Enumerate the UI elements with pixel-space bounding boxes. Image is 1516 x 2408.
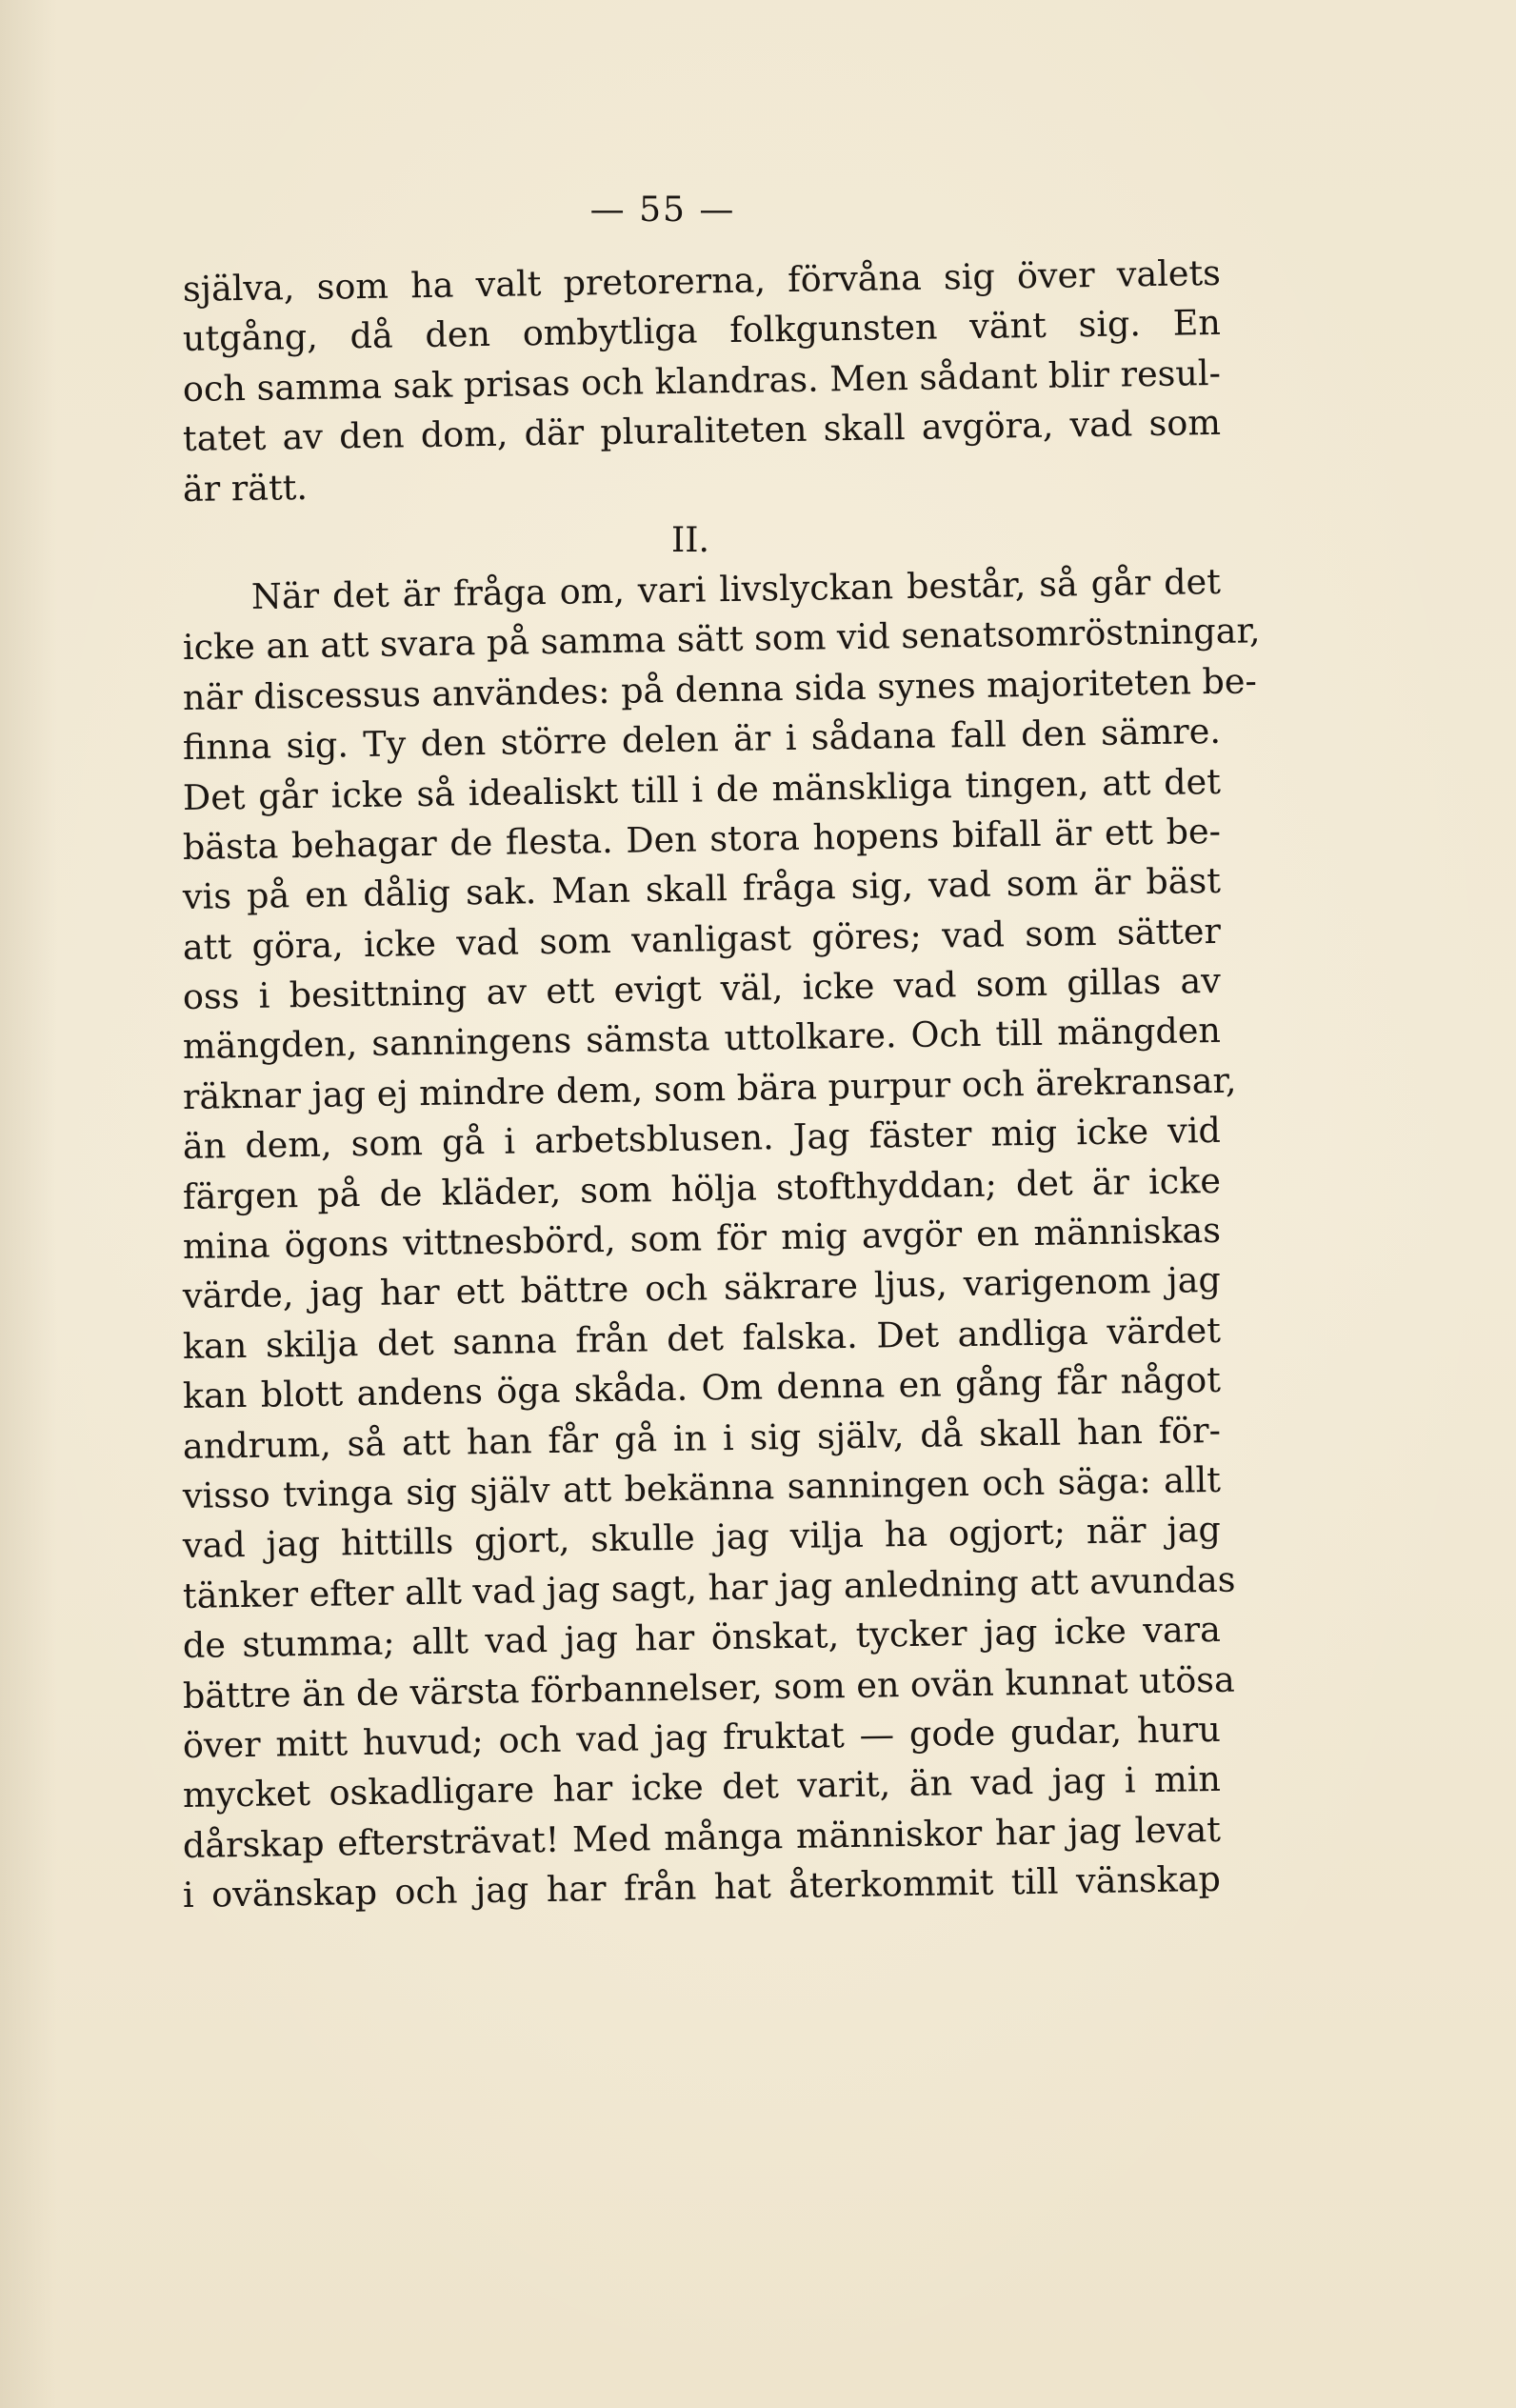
text-line: icke an att svara på samma sätt som vid senatsomröstningar, — [182, 610, 1261, 669]
text-line: de stumma; allt vad jag har önskat, tycker jag icke vara — [182, 1609, 1222, 1667]
text-line: kan skilja det sanna från det falska. Det andliga värdet — [182, 1309, 1222, 1367]
text-line: än dem, som gå i arbetsblusen. Jag fäster mig icke vid — [182, 1110, 1222, 1168]
text-line: finna sig. Ty den större delen är i sådana fall den sämre. — [182, 711, 1222, 769]
text-line: visso tvinga sig själv att bekänna sanningen och säga: allt — [182, 1458, 1222, 1516]
text-line: räknar jag ej mindre dem, som bära purpur och ärekransar, — [182, 1059, 1237, 1117]
text-line: bättre än de värsta förbannelser, som en ovän kunnat utösa — [182, 1658, 1236, 1716]
page-edge-shadow — [0, 0, 57, 2408]
text-line: bästa behagar de flesta. Den stora hopens bifall är ett be- — [182, 810, 1222, 868]
section-heading: II. — [671, 520, 709, 560]
text-line: oss i besittning av ett evigt väl, icke vad som gillas av — [182, 959, 1222, 1018]
text-line: i ovänskap och jag har från hat återkommit till vänskap — [182, 1857, 1222, 1916]
text-line: tänker efter allt vad jag sagt, har jag anledning att avundas — [182, 1558, 1236, 1616]
text-line: mycket oskadligare har icke det varit, än vad jag i min — [182, 1758, 1222, 1816]
text-line: utgång, då den ombytliga folkgunsten vänt sig. En — [182, 302, 1222, 360]
text-line: Det går icke så idealiskt till i de mänskliga tingen, att det — [182, 760, 1222, 818]
body-text — [182, 251, 1261, 1921]
text-line: vad jag hittills gjort, skulle jag vilja ha ogjort; när jag — [182, 1509, 1222, 1567]
text-line: tatet av den dom, där pluraliteten skall avgöra, vad som — [182, 402, 1222, 460]
text-line: mängden, sanningens sämsta uttolkare. Och till mängden — [182, 1010, 1222, 1068]
text-line: och samma sak prisas och klandras. Men sådant blir resul- — [182, 351, 1222, 410]
text-line: att göra, icke vad som vanligast göres; vad som sätter — [182, 910, 1222, 968]
text-line: över mitt huvud; och vad jag fruktat — gode gudar, huru — [182, 1708, 1222, 1766]
text-line: mina ögons vittnesbörd, som för mig avgör en människas — [182, 1209, 1222, 1268]
text-line: själva, som ha valt pretorerna, förvåna sig över valets — [182, 251, 1222, 310]
paragraph-2 — [182, 560, 1261, 1921]
text-line: värde, jag har ett bättre och säkrare ljus, varigenom jag — [182, 1259, 1222, 1317]
text-line: När det är fråga om, vari livslyckan består, så går det — [250, 560, 1222, 617]
paragraph-1 — [182, 251, 1222, 514]
text-line: kan blott andens öga skåda. Om denna en gång får något — [182, 1359, 1222, 1417]
text-line: när discessus användes: på denna sida synes majoriteten be- — [182, 660, 1258, 718]
text-line: andrum, så att han får gå in i sig själv, då skall han för- — [182, 1409, 1222, 1467]
page-number: — 55 — — [589, 191, 736, 230]
text-line: vis på en dålig sak. Man skall fråga sig, vad som är bäst — [182, 860, 1222, 918]
text-line: färgen på de kläder, som hölja stofthyddan; det är icke — [182, 1159, 1222, 1217]
text-line: är rätt. — [182, 466, 309, 510]
text-line: dårskap eftersträvat! Med många människor har jag levat — [182, 1808, 1222, 1866]
